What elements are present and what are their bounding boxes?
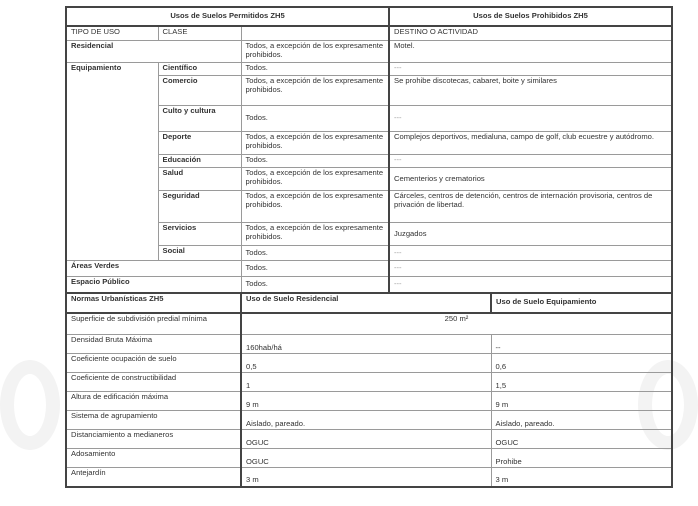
norma-label: Antejardín bbox=[66, 468, 241, 487]
prohibited-cell: --- bbox=[389, 277, 672, 293]
tipo-espacio-publico: Espacio Público bbox=[66, 277, 241, 293]
prohibited-cell: Complejos deportivos, medialuna, campo de golf, club ecuestre y autódromo. bbox=[389, 132, 672, 155]
residencial-value: OGUC bbox=[241, 430, 491, 449]
clase-cell: Científico bbox=[158, 63, 241, 76]
prohibited-cell: Cárceles, centros de detención, centros de internación provisoria, centros de privación de libertad. bbox=[389, 191, 672, 223]
norma-row bbox=[66, 449, 672, 468]
norma-label: Coeficiente de constructibilidad bbox=[66, 373, 241, 392]
prohibited-cell: --- bbox=[389, 155, 672, 168]
permitted-cell: Todos, a excepción de los expresamente prohibidos. bbox=[241, 132, 389, 155]
permitted-cell: Todos. bbox=[241, 106, 389, 132]
residencial-value: 160hab/há bbox=[241, 335, 491, 354]
clase-cell: Culto y cultura bbox=[158, 106, 241, 132]
tipo-residencial: Residencial bbox=[66, 41, 241, 63]
permitted-cell: Todos, a excepción de los expresamente prohibidos. bbox=[241, 76, 389, 106]
norma-row bbox=[66, 468, 672, 487]
clase-cell: Social bbox=[158, 246, 241, 261]
norma-row bbox=[66, 354, 672, 373]
prohibited-cell: --- bbox=[389, 106, 672, 132]
norma-row bbox=[66, 335, 672, 354]
tipo-areas-verdes: Áreas Verdes bbox=[66, 261, 241, 277]
prohibited-cell: Cementerios y crematorios bbox=[389, 168, 672, 191]
col-equipamiento: Uso de Suelo Equipamiento bbox=[491, 293, 672, 313]
norma-row bbox=[66, 373, 672, 392]
col-destino: DESTINO O ACTIVIDAD bbox=[389, 26, 672, 41]
prohibited-cell: Se prohibe discotecas, cabaret, boite y similares bbox=[389, 76, 672, 106]
residencial-value: 1 bbox=[241, 373, 491, 392]
clase-cell: Servicios bbox=[158, 223, 241, 246]
decorative-swirl-left bbox=[0, 360, 60, 450]
equipamiento-value: -- bbox=[491, 335, 672, 354]
clase-cell: Seguridad bbox=[158, 191, 241, 223]
permitted-cell: Todos. bbox=[241, 261, 389, 277]
norma-label: Altura de edificación máxima bbox=[66, 392, 241, 411]
permitted-cell: Todos. bbox=[241, 246, 389, 261]
equipamiento-value: 3 m bbox=[491, 468, 672, 487]
norma-label: Densidad Bruta Máxima bbox=[66, 335, 241, 354]
prohibited-cell: Motel. bbox=[389, 41, 672, 63]
norma-row bbox=[66, 411, 672, 430]
residencial-value: Aislado, pareado. bbox=[241, 411, 491, 430]
norma-row bbox=[66, 430, 672, 449]
col-tipo-de-uso: TIPO DE USO bbox=[66, 26, 158, 41]
norma-label: Adosamiento bbox=[66, 449, 241, 468]
equipamiento-value: 1,5 bbox=[491, 373, 672, 392]
norma-label: Superficie de subdivisión predial mínima bbox=[66, 313, 241, 335]
permitted-cell: Todos, a excepción de los expresamente prohibidos. bbox=[241, 41, 389, 63]
prohibited-uses-title: Usos de Suelos Prohibidos ZH5 bbox=[389, 7, 672, 26]
permitted-cell: Todos. bbox=[241, 277, 389, 293]
residencial-value: 3 m bbox=[241, 468, 491, 487]
clase-cell: Deporte bbox=[158, 132, 241, 155]
col-clase: CLASE bbox=[158, 26, 241, 41]
norma-label: Sistema de agrupamiento bbox=[66, 411, 241, 430]
norma-row bbox=[66, 392, 672, 411]
equipamiento-value: 0,6 bbox=[491, 354, 672, 373]
tipo-equipamiento: Equipamiento bbox=[66, 63, 158, 261]
clase-cell: Educación bbox=[158, 155, 241, 168]
norma-label: Distanciamiento a medianeros bbox=[66, 430, 241, 449]
permitted-cell: Todos, a excepción de los expresamente prohibidos. bbox=[241, 223, 389, 246]
clase-cell: Comercio bbox=[158, 76, 241, 106]
superficie-value: 250 m² bbox=[241, 313, 672, 335]
prohibited-cell: --- bbox=[389, 246, 672, 261]
equipamiento-value: Prohibe bbox=[491, 449, 672, 468]
equipamiento-value: OGUC bbox=[491, 430, 672, 449]
zoning-table bbox=[65, 6, 673, 488]
prohibited-cell: --- bbox=[389, 63, 672, 76]
prohibited-cell: Juzgados bbox=[389, 223, 672, 246]
equipamiento-value: Aislado, pareado. bbox=[491, 411, 672, 430]
permitted-cell: Todos, a excepción de los expresamente prohibidos. bbox=[241, 191, 389, 223]
col-residencial: Uso de Suelo Residencial bbox=[241, 293, 491, 313]
residencial-value: OGUC bbox=[241, 449, 491, 468]
residencial-value: 0,5 bbox=[241, 354, 491, 373]
equipamiento-value: 9 m bbox=[491, 392, 672, 411]
prohibited-cell: --- bbox=[389, 261, 672, 277]
normas-title: Normas Urbanísticas ZH5 bbox=[66, 293, 241, 313]
residencial-value: 9 m bbox=[241, 392, 491, 411]
permitted-cell: Todos. bbox=[241, 155, 389, 168]
col-empty bbox=[241, 26, 389, 41]
clase-cell: Salud bbox=[158, 168, 241, 191]
norma-label: Coeficiente ocupación de suelo bbox=[66, 354, 241, 373]
permitted-cell: Todos. bbox=[241, 63, 389, 76]
permitted-cell: Todos, a excepción de los expresamente prohibidos. bbox=[241, 168, 389, 191]
permitted-uses-title: Usos de Suelos Permitidos ZH5 bbox=[66, 7, 389, 26]
